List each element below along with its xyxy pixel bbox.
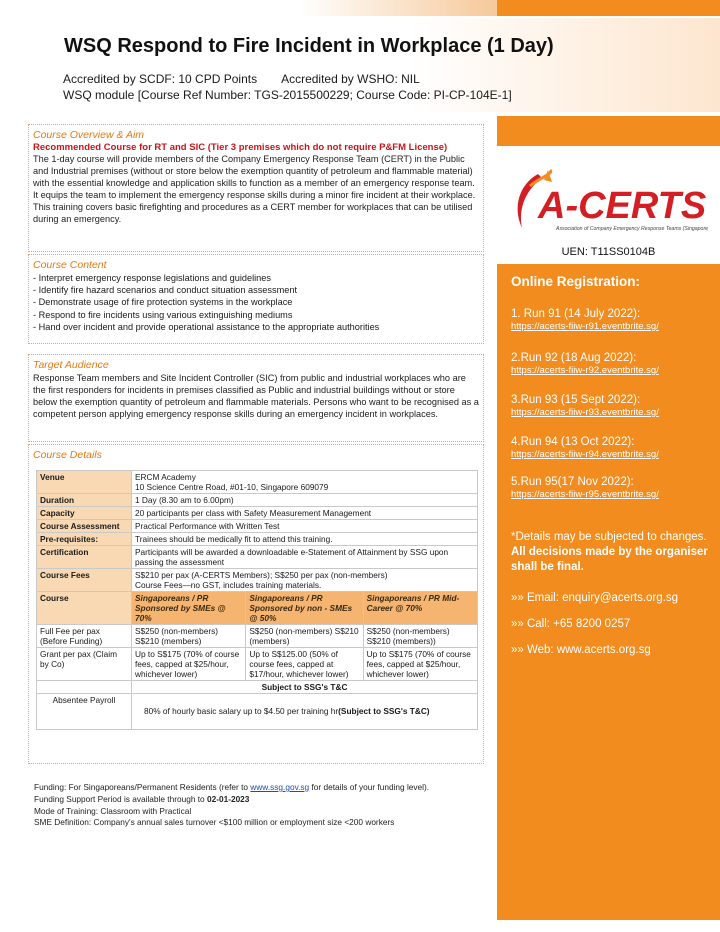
content-list	[33, 272, 479, 333]
absentee-text: 80% of hourly basic salary up to $4.50 per training hr	[144, 706, 339, 716]
table-row	[37, 471, 478, 494]
venue-label: Venue	[37, 471, 132, 494]
venue-line1: ERCM Academy	[135, 472, 196, 482]
table-row	[37, 681, 478, 694]
full-fee-sme: S$250 (non-members) S$210 (members)	[132, 625, 246, 648]
accreditation-scdf: Accredited by SCDF: 10 CPD Points	[63, 72, 258, 86]
logo-text: A-CERTS	[538, 185, 707, 227]
course-content-section	[28, 254, 484, 344]
period-date: 02-01-2023	[206, 793, 250, 804]
capacity-label: Capacity	[37, 507, 132, 520]
duration-value: 1 Day (8.30 am to 6.00pm)	[132, 494, 478, 507]
uen-number: UEN: T11SS0104B	[561, 246, 656, 258]
contact-web[interactable]: »» Web: www.acerts.org.sg	[511, 644, 651, 656]
run-label: 1. Run 91 (14 July 2022):	[511, 308, 641, 320]
table-row	[37, 507, 478, 520]
table-row	[37, 694, 478, 730]
list-item: - Respond to fire incidents using various extinguishing mediums	[33, 309, 293, 320]
run-label: 2.Run 92 (18 Aug 2022):	[511, 352, 637, 364]
non-sme-column-header: Singaporeans / PR Sponsored by non - SMEs @ 50%	[246, 592, 363, 625]
run-item	[511, 352, 659, 376]
capacity-value: 20 participants per class with Safety Measurement Management	[132, 507, 478, 520]
list-item: - Identify fire hazard scenarios and conduct situation assessment	[33, 285, 298, 296]
course-details-table	[36, 470, 478, 730]
table-row	[37, 569, 478, 592]
audience-body: Response Team members and Site Incident Controller (SIC) from public and industrial workplaces who are the first responders for incidents in premises classified as Public and industrial buildings without or store below the exemption quantity of petroleum and flammable materials. Persons who want to be recognised as a competent person applying emergency response skills during an emergency incident in workplaces.	[33, 373, 479, 419]
table-row	[37, 648, 478, 681]
right-top-band	[497, 116, 720, 146]
certification-value: Participants will be awarded a downloadable e-Statement of Attainment by SSG upon passing the assessment	[132, 546, 478, 569]
training-mode: Mode of Training: Classroom with Practical	[34, 805, 192, 816]
funding-note	[34, 782, 494, 794]
full-fee-label: Full Fee per pax (Before Funding)	[37, 625, 132, 648]
details-heading: Course Details	[33, 449, 102, 461]
fees-label: Course Fees	[37, 569, 132, 592]
disclaimer-bold: All decisions made by the organiser shall be final.	[511, 546, 708, 573]
fees-line1: S$210 per pax (A-CERTS Members); S$250 per pax (non-members)	[135, 570, 388, 580]
run-item	[511, 394, 659, 418]
audience-heading: Target Audience	[33, 359, 109, 371]
grant-non-sme: Up to S$125.00 (50% of course fees, capped at $17/hour, whichever lower)	[246, 648, 363, 681]
content-heading: Course Content	[33, 259, 107, 271]
disclaimer-note	[511, 530, 711, 575]
duration-label: Duration	[37, 494, 132, 507]
fees-value	[132, 569, 478, 592]
absentee-subject: (Subject to SSG's T&C)	[338, 706, 430, 716]
fees-line2: Course Fees—no GST, includes training materials.	[135, 580, 322, 590]
run-label: 3.Run 93 (15 Sept 2022):	[511, 394, 641, 406]
ssg-link[interactable]: www.ssg.gov.sg	[250, 782, 310, 792]
overview-body: The 1-day course will provide members of the Company Emergency Response Team (CERT) in the Public and Industrial premises (without or store below the exemption quantity of petroleum and flammable material) with the essential knowledge and application skills to function as a member of an emergency response team. It equips the team to implement the emergency response skills during a minor fire incident at their workplace. This training covers basic firefighting and procedures as a CERT member for workplaces that can be utilised during an emergency.	[33, 154, 476, 224]
list-item: - Demonstrate usage of fire protection systems in the workplace	[33, 297, 293, 308]
funding-pre: Funding: For Singaporeans/Permanent Residents (refer to	[34, 782, 251, 792]
table-row	[37, 625, 478, 648]
disclaimer-plain: *Details may be subjected to changes.	[511, 531, 707, 543]
header-orange-corner	[497, 0, 720, 16]
run-link[interactable]: https://acerts-fiiw-r91.eventbrite.sg/	[511, 321, 659, 332]
contact-email[interactable]: »» Email: enquiry@acerts.org.sg	[511, 592, 678, 604]
run-link[interactable]: https://acerts-fiiw-r93.eventbrite.sg/	[511, 407, 659, 418]
full-fee-non-sme: S$250 (non-members) S$210 (members)	[246, 625, 363, 648]
page-title: WSQ Respond to Fire Incident in Workplace (1 Day)	[64, 35, 554, 57]
funding-period	[34, 794, 494, 806]
run-item	[511, 436, 659, 460]
assessment-value: Practical Performance with Written Test	[132, 520, 478, 533]
run-label: 5.Run 95(17 Nov 2022):	[511, 476, 634, 488]
logo-subtext: Association of Company Emergency Response Teams (Singapore)	[556, 226, 708, 232]
run-item	[511, 308, 659, 332]
absentee-label: Absentee Payroll	[37, 694, 132, 730]
table-row	[37, 533, 478, 546]
module-line: WSQ module [Course Ref Number: TGS-2015500229; Course Code: PI-CP-104E-1]	[63, 88, 512, 102]
overview-heading: Course Overview & Aim	[33, 129, 145, 141]
absentee-value	[132, 694, 478, 730]
sme-definition: SME Definition: Company's annual sales turnover <$100 million or employment size <200 workers	[34, 817, 395, 828]
certification-label: Certification	[37, 546, 132, 569]
table-row	[37, 494, 478, 507]
run-link[interactable]: https://acerts-fiiw-r94.eventbrite.sg/	[511, 449, 659, 460]
prereq-value: Trainees should be medically fit to attend this training.	[132, 533, 478, 546]
list-item: - Interpret emergency response legislations and guidelines	[33, 273, 271, 283]
course-overview-section	[28, 124, 484, 252]
target-audience-section	[28, 354, 484, 442]
mid-career-column-header: Singaporeans / PR Mid-Career @ 70%	[363, 592, 477, 625]
acerts-logo	[508, 166, 708, 240]
table-row	[37, 546, 478, 569]
header-top-band	[0, 0, 497, 16]
sme-column-header: Singaporeans / PR Sponsored by SMEs @ 70%	[132, 592, 246, 625]
table-row	[37, 592, 478, 625]
venue-value	[132, 471, 478, 494]
run-link[interactable]: https://acerts-fiiw-r95.eventbrite.sg/	[511, 489, 659, 500]
course-label: Course	[37, 592, 132, 625]
registration-title: Online Registration:	[511, 274, 641, 289]
run-item	[511, 476, 659, 500]
footer-notes	[34, 782, 494, 829]
bottom-margin	[0, 920, 720, 932]
accreditation-line	[63, 72, 420, 86]
funding-post: for details of your funding level).	[309, 782, 430, 792]
run-label: 4.Run 94 (13 Oct 2022):	[511, 436, 635, 448]
prereq-label: Pre-requisites:	[37, 533, 132, 546]
period-pre: Funding Support Period is available through to	[34, 793, 207, 804]
subject-row-spacer	[37, 681, 132, 694]
table-row	[37, 520, 478, 533]
grant-sme: Up to S$175 (70% of course fees, capped at $25/hour, whichever lower)	[132, 648, 246, 681]
grant-mid-career: Up to S$175 (70% of course fees, capped at $25/hour, whichever lower)	[363, 648, 477, 681]
run-link[interactable]: https://acerts-fiiw-r92.eventbrite.sg/	[511, 365, 659, 376]
list-item: - Hand over incident and provide operational assistance to the appropriate authorities	[33, 321, 380, 332]
subject-to-ssg: Subject to SSG's T&C	[132, 681, 478, 694]
registration-panel	[497, 264, 720, 932]
recommended-note: Recommended Course for RT and SIC (Tier 3 premises which do not require P&FM License)	[33, 142, 448, 153]
logo-graphic	[508, 166, 708, 240]
grant-label: Grant per pax (Claim by Co)	[37, 648, 132, 681]
assessment-label: Course Assessment	[37, 520, 132, 533]
full-fee-mid-career: S$250 (non-members) S$210 (members))	[363, 625, 477, 648]
accreditation-wsho: Accredited by WSHO: NIL	[281, 72, 420, 86]
venue-line2: 10 Science Centre Road, #01-10, Singapore 609079	[135, 482, 329, 492]
contact-phone[interactable]: »» Call: +65 8200 0257	[511, 618, 631, 630]
